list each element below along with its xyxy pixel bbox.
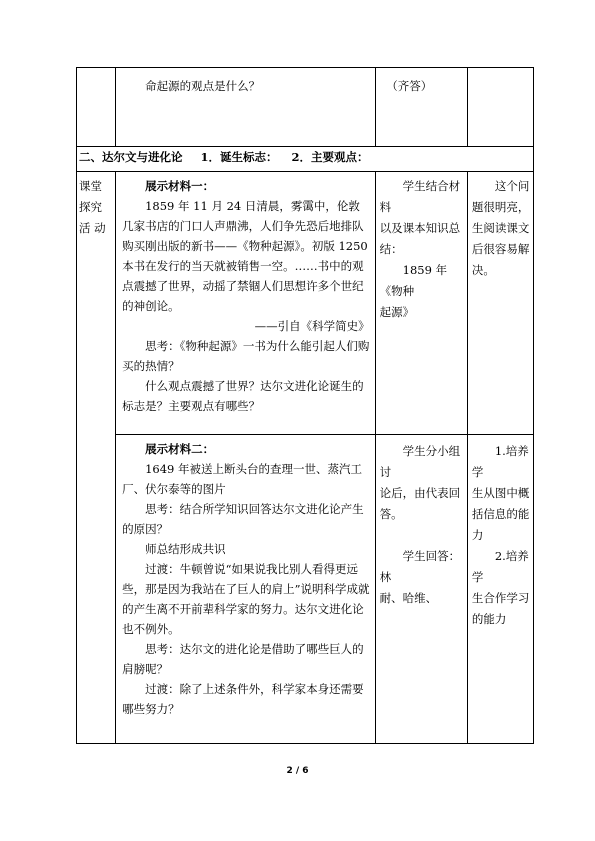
design-cell-top (467, 68, 533, 147)
student-line: 答。 (379, 507, 403, 521)
design-line: 1.培养学 (471, 444, 529, 479)
student-cell-top (375, 68, 467, 147)
teacher-cell-material-1 (116, 172, 376, 435)
student-line: 学生结合材料 (379, 179, 461, 214)
material-1-think-2: 什么观点震撼了世界？达尔文进化论诞生的标志是？主要观点有哪些？ (122, 379, 364, 413)
student-line: 结： (379, 242, 403, 256)
table-row-top (77, 68, 534, 147)
section-heading (77, 147, 534, 172)
design-line: 生阅读课文 (471, 221, 530, 235)
material-1-text: 1859 年 11 月 24 日清晨，雾霭中，伦敦几家书店的门口人声鼎沸，人们争先恐后地排队购买刚出版的新书——《物种起源》。初版 1250 本书在发行的当天就被销售一空。……书中的观点震撼了世界，动摇了禁锢人们思想许多个世纪的神创论。 (122, 199, 368, 313)
table-row-material-1 (77, 172, 534, 435)
design-line: 生从图中概 (471, 486, 530, 500)
stage-label-cell (77, 172, 116, 744)
design-cell-material-2 (467, 435, 533, 744)
student-line: 学生回答：林 (379, 549, 461, 584)
student-line: 耐、哈维、 (379, 591, 438, 605)
design-line: 后很容易解 (471, 242, 530, 256)
student-line: 学生分小组讨 (379, 444, 461, 479)
section-point-1: 1．诞生标志： (200, 150, 278, 164)
student-line: 以及课本知识总 (379, 221, 461, 235)
section-point-2: 2．主要观点： (291, 150, 369, 164)
student-line: 1859 年《物种 (379, 263, 448, 298)
student-cell-material-2 (375, 435, 467, 744)
material-2-think-2: 思考：达尔文的进化论是借助了哪些巨人的肩膀呢？ (122, 642, 364, 676)
material-1-think-1: 思考：《物种起源》一书为什么能引起人们购买的热情？ (122, 339, 370, 373)
student-line: 起源》 (379, 305, 415, 319)
material-2-text: 1649 年被送上断头台的查理一世、蒸汽工厂、伏尔泰等的图片 (122, 462, 362, 496)
top-question: 命起源的观点是什么？ (145, 79, 261, 93)
material-2-think: 思考：结合所学知识回答达尔文进化论产生的原因？ (122, 502, 364, 536)
section-title: 二、达尔文与进化论 (79, 150, 183, 164)
student-line: 论后，由代表回 (379, 486, 461, 500)
design-line: 题很明亮， (471, 200, 530, 214)
design-line: 括信息的能 (471, 507, 530, 521)
stage-cell-empty (77, 68, 116, 147)
material-2-heading: 展示材料二： (145, 442, 215, 456)
design-line: 力 (471, 528, 484, 542)
stage-label-line: 课堂 (79, 179, 102, 193)
design-line: 这个问 (494, 179, 530, 193)
design-line: 的能力 (471, 612, 507, 626)
material-1-source: ——引自《科学简史》 (254, 319, 370, 333)
material-1-heading: 展示材料一： (145, 179, 215, 193)
material-2-summary: 师总结形成共识 (145, 542, 226, 556)
design-line: 生合作学习 (471, 591, 530, 605)
design-line: 2.培养学 (471, 549, 529, 584)
top-student-answer: （齐答） (386, 79, 433, 93)
page-number: 2 / 6 (286, 766, 309, 776)
material-2-transition-2: 过渡：除了上述条件外，科学家本身还需要哪些努力？ (122, 682, 364, 716)
table-row-material-2 (77, 435, 534, 744)
material-2-transition-1: 过渡：牛顿曾说“如果说我比别人看得更远些，那是因为我站在了巨人的肩上”说明科学成就的产生离不开前辈科学家的努力。达尔文进化论也不例外。 (122, 562, 370, 636)
table-row-section (77, 147, 534, 172)
design-cell-material-1 (467, 172, 533, 435)
stage-label-line: 活 动 (79, 221, 106, 235)
lesson-plan-table (76, 67, 534, 744)
stage-label-line: 探究 (79, 200, 102, 214)
teacher-cell-top (116, 68, 376, 147)
teacher-cell-material-2 (116, 435, 376, 744)
design-line: 决。 (471, 263, 495, 277)
student-cell-material-1 (375, 172, 467, 435)
